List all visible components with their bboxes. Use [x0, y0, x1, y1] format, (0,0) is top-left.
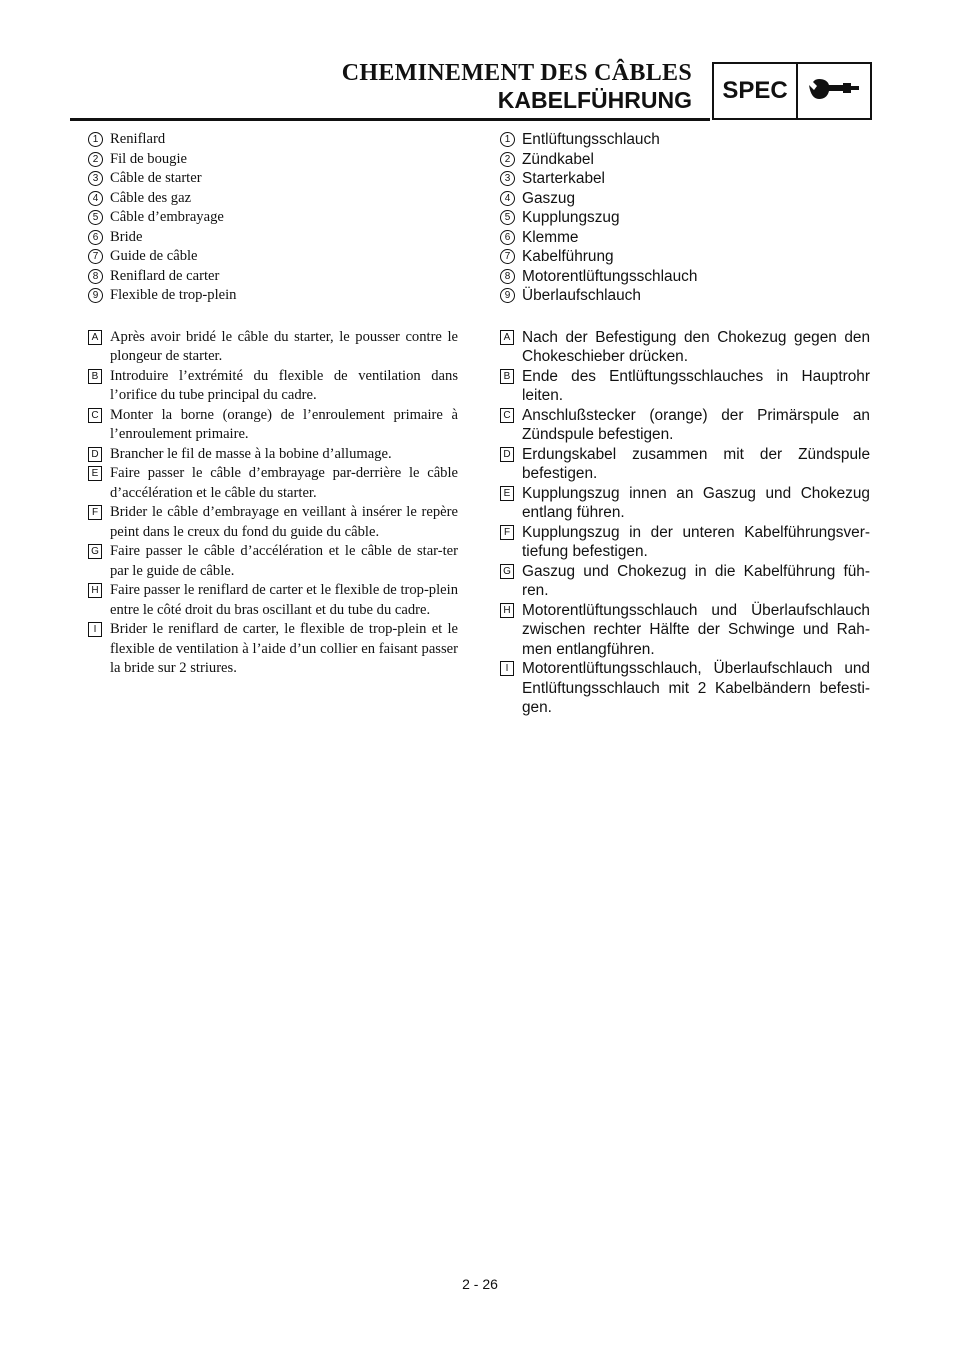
list-item	[88, 286, 458, 306]
list-item	[88, 150, 458, 170]
list-item	[88, 267, 458, 287]
note-text: Faire passer le câble d’accélération et le câble de star-ter par le guide de câble.	[110, 543, 458, 579]
part-label: Câble d’embrayage	[110, 209, 224, 225]
part-label: Câble de starter	[110, 170, 202, 186]
number-marker: 2	[88, 152, 103, 167]
number-marker: 4	[500, 191, 515, 206]
list-item	[500, 247, 870, 267]
header-rule	[70, 118, 710, 121]
list-item	[500, 445, 870, 484]
number-marker: 9	[88, 288, 103, 303]
note-text: Brider le reniflard de carter, le flexible de trop-plein et le flexible de ventilation à l’aide d’un collier en faisant passer la bride sur 2 striures.	[110, 621, 458, 676]
list-item	[500, 367, 870, 406]
number-marker: 7	[88, 249, 103, 264]
note-text: Motorentlüftungsschlauch und Überlaufschlauch zwischen rechter Hälfte der Schwinge und Rah-men entlangführen.	[522, 601, 870, 658]
list-item	[500, 228, 870, 248]
list-item	[500, 208, 870, 228]
list-item	[88, 247, 458, 267]
list-item	[88, 228, 458, 248]
note-text: Anschlußstecker (orange) der Primärspule an Zündspule befestigen.	[522, 406, 870, 443]
number-marker: 1	[88, 132, 103, 147]
part-label: Entlüftungsschlauch	[522, 131, 660, 148]
letter-marker: I	[500, 661, 514, 676]
note-text: Kupplungszug in der unteren Kabelführungsver-tiefung befestigen.	[522, 523, 870, 560]
letter-marker: F	[500, 525, 514, 540]
list-item	[500, 562, 870, 601]
number-marker: 2	[500, 152, 515, 167]
part-label: Gaszug	[522, 189, 576, 207]
spec-label: SPEC	[714, 64, 798, 118]
part-label: Reniflard	[110, 131, 166, 147]
number-marker: 4	[88, 191, 103, 206]
letter-marker: D	[88, 447, 102, 462]
part-label: Fil de bougie	[110, 150, 188, 167]
german-column	[500, 130, 870, 718]
part-label: Flexible de trop-plein	[110, 287, 237, 303]
letter-marker: G	[88, 544, 102, 559]
part-label: Kupplungszug	[522, 209, 620, 226]
part-label: Bride	[110, 228, 143, 245]
wrench-icon	[798, 64, 870, 118]
note-text: Gaszug und Chokezug in die Kabelführung füh-ren.	[522, 562, 870, 599]
letter-marker: C	[500, 408, 514, 423]
list-item	[88, 464, 458, 503]
letter-marker: G	[500, 564, 514, 579]
letter-marker: C	[88, 408, 102, 423]
letter-marker: F	[88, 505, 102, 520]
number-marker: 6	[88, 230, 103, 245]
number-marker: 7	[500, 249, 515, 264]
list-item	[500, 130, 870, 150]
note-text: Ende des Entlüftungsschlauches in Hauptrohr leiten.	[522, 367, 870, 404]
list-item	[88, 169, 458, 189]
number-marker: 5	[88, 210, 103, 225]
page-title-de: KABELFÜHRUNG	[497, 87, 692, 113]
note-text: Motorentlüftungsschlauch, Überlaufschlauch und Entlüftungsschlauch mit 2 Kabelbändern befesti-gen.	[522, 660, 870, 716]
letter-marker: H	[88, 583, 102, 598]
list-item	[88, 130, 458, 150]
french-column	[88, 130, 458, 679]
list-item	[500, 523, 870, 562]
list-item	[500, 169, 870, 189]
letter-marker: E	[500, 486, 514, 501]
list-item	[500, 659, 870, 718]
note-text: Kupplungszug innen an Gaszug und Chokezug entlang führen.	[522, 484, 870, 521]
notes-list-fr	[88, 328, 458, 679]
list-item	[500, 286, 870, 306]
note-text: Nach der Befestigung den Chokezug gegen den Chokeschieber drücken.	[522, 328, 870, 365]
note-text: Faire passer le reniflard de carter et le flexible de trop-plein entre le côté droit du bras oscillant et du tube du cadre.	[110, 582, 458, 618]
part-label: Starterkabel	[522, 170, 605, 187]
part-label: Guide de câble	[110, 248, 198, 264]
page-title-fr: CHEMINEMENT DES CÂBLES	[341, 60, 692, 86]
note-text: Faire passer le câble d’embrayage par-derrière le câble d’accélération et le câble du starter.	[110, 465, 458, 501]
part-label: Kabelführung	[522, 248, 614, 265]
letter-marker: E	[88, 466, 102, 481]
list-item	[500, 484, 870, 523]
list-item	[88, 620, 458, 679]
number-marker: 6	[500, 230, 515, 245]
note-text: Monter la borne (orange) de l’enroulement primaire à l’enroulement primaire.	[110, 406, 458, 442]
letter-marker: I	[88, 622, 102, 637]
list-item	[88, 189, 458, 209]
parts-list-de	[500, 130, 870, 306]
list-item	[500, 328, 870, 367]
note-text: Brancher le fil de masse à la bobine d’allumage.	[110, 445, 392, 462]
letter-marker: A	[88, 330, 102, 345]
list-item	[500, 150, 870, 170]
part-label: Câble des gaz	[110, 189, 192, 206]
note-text: Après avoir bridé le câble du starter, le pousser contre le plongeur de starter.	[110, 328, 458, 364]
list-item	[88, 328, 458, 367]
part-label: Klemme	[522, 228, 579, 246]
part-label: Reniflard de carter	[110, 267, 220, 284]
list-item	[88, 406, 458, 445]
list-item	[88, 208, 458, 228]
letter-marker: A	[500, 330, 514, 345]
number-marker: 3	[88, 171, 103, 186]
list-item	[500, 267, 870, 287]
list-item	[500, 406, 870, 445]
note-text: Introduire l’extrémité du flexible de ventilation dans l’orifice du tube principal du cadre.	[110, 367, 458, 403]
number-marker: 1	[500, 132, 515, 147]
letter-marker: D	[500, 447, 514, 462]
parts-list-fr	[88, 130, 458, 306]
list-item	[500, 189, 870, 209]
list-item	[88, 542, 458, 581]
number-marker: 8	[500, 269, 515, 284]
note-text: Erdungskabel zusammen mit der Zündspule befestigen.	[522, 445, 870, 482]
page-number: 2 - 26	[462, 1276, 498, 1292]
number-marker: 5	[500, 210, 515, 225]
number-marker: 8	[88, 269, 103, 284]
letter-marker: B	[500, 369, 514, 384]
note-text: Brider le câble d’embrayage en veillant à insérer le repère peint dans le creux du fond du guide du câble.	[110, 504, 458, 540]
list-item	[88, 445, 458, 465]
number-marker: 3	[500, 171, 515, 186]
spec-badge	[712, 62, 872, 120]
part-label: Überlaufschlauch	[522, 287, 641, 304]
part-label: Motorentlüftungsschlauch	[522, 267, 698, 285]
list-item	[88, 581, 458, 620]
list-item	[88, 367, 458, 406]
number-marker: 9	[500, 288, 515, 303]
letter-marker: B	[88, 369, 102, 384]
notes-list-de	[500, 328, 870, 718]
part-label: Zündkabel	[522, 150, 594, 168]
list-item	[500, 601, 870, 660]
list-item	[88, 503, 458, 542]
letter-marker: H	[500, 603, 514, 618]
